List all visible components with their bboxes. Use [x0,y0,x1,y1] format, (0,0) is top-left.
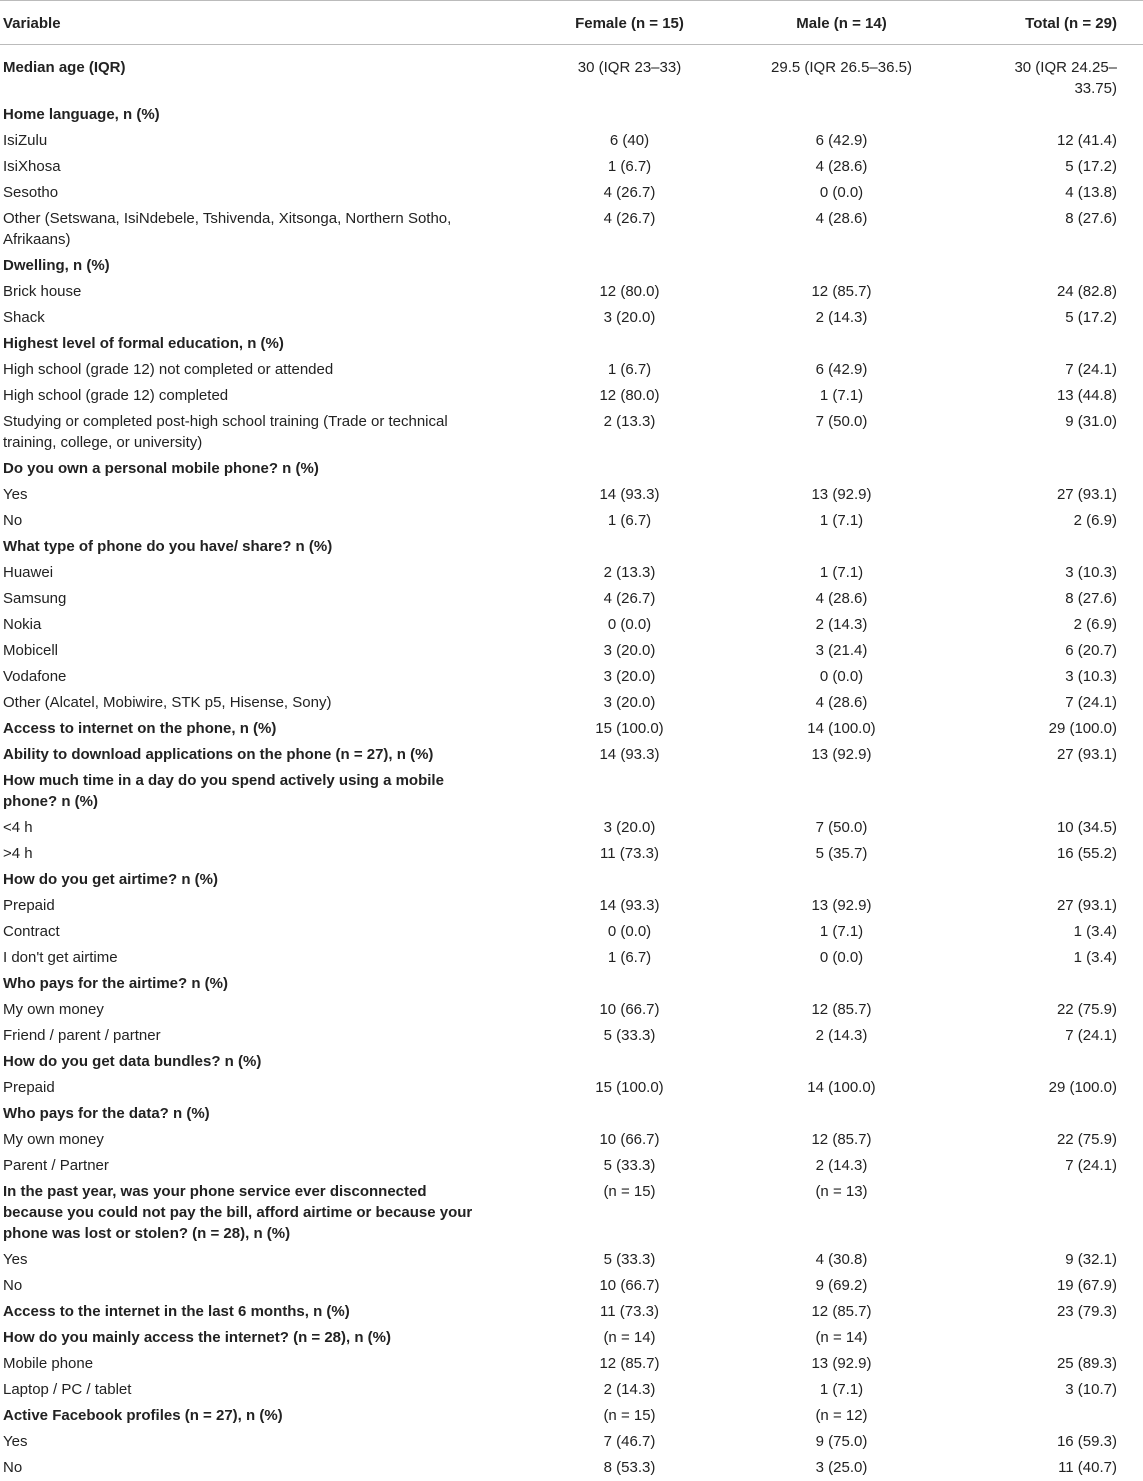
female-cell: (n = 15) [603,1183,656,1200]
table-section-row [0,253,1143,279]
table-row [0,1127,1143,1153]
total-cell: 13 (44.8) [1056,387,1117,404]
table-section-row [0,742,1143,768]
female-cell [568,102,691,128]
table-section-row [0,1403,1143,1429]
female-cell: 14 (93.3) [599,486,660,503]
table-row [0,612,1143,638]
total-cell: 9 (31.0) [1065,413,1117,430]
table-body [0,45,1143,1481]
row-label: Yes [3,1433,28,1450]
female-cell: 12 (80.0) [599,283,660,300]
total-cell: 19 (67.9) [1056,1277,1117,1294]
male-cell [691,971,992,997]
male-cell: 3 (21.4) [815,642,868,659]
table-row [0,305,1143,331]
total-cell [992,971,1143,997]
total-cell: 1 (3.4) [1073,949,1117,966]
male-cell: 2 (14.3) [815,616,868,633]
table-row [0,1075,1143,1101]
total-cell: 29 (100.0) [1048,720,1117,737]
table-row [0,279,1143,305]
row-label: Ability to download applications on the phone (n = 27), n (%) [3,746,434,763]
female-cell [568,534,691,560]
male-cell: 13 (92.9) [811,746,872,763]
female-cell: 2 (13.3) [603,413,656,430]
total-cell: 3 (10.3) [1065,564,1117,581]
row-label: I don't get airtime [3,949,118,966]
total-cell: 5 (17.2) [1065,158,1117,175]
table-row [0,206,1143,253]
female-cell: 12 (80.0) [599,387,660,404]
female-cell: 8 (53.3) [603,1459,656,1476]
male-cell [691,456,992,482]
female-cell: 1 (6.7) [607,949,652,966]
row-label: Who pays for the airtime? n (%) [3,975,229,992]
table-row [0,664,1143,690]
female-cell: 14 (93.3) [599,897,660,914]
row-label: IsiZulu [3,132,48,149]
female-cell: 10 (66.7) [599,1131,660,1148]
table-row [0,893,1143,919]
table-header-row [0,1,1143,45]
total-cell: 22 (75.9) [1056,1131,1117,1148]
female-cell: 4 (26.7) [603,590,656,607]
male-cell [691,534,992,560]
female-cell: 0 (0.0) [607,616,652,633]
row-label: Access to internet on the phone, n (%) [3,720,277,737]
row-label: >4 h [3,845,33,862]
male-cell: 2 (14.3) [815,1027,868,1044]
row-label: Yes [3,486,28,503]
row-label: Mobile phone [3,1355,94,1372]
total-cell: 7 (24.1) [1065,694,1117,711]
male-cell: (n = 14) [815,1329,868,1346]
male-cell: 7 (50.0) [815,413,868,430]
table-row [0,482,1143,508]
total-cell [992,1179,1143,1247]
male-cell [691,1049,992,1075]
total-cell: 22 (75.9) [1056,1001,1117,1018]
female-cell: 2 (14.3) [603,1381,656,1398]
table-section-row [0,1101,1143,1127]
male-cell [691,102,992,128]
table-row [0,409,1143,456]
male-cell: 2 (14.3) [815,1157,868,1174]
female-cell [568,768,691,815]
table-row [0,560,1143,586]
male-cell [691,253,992,279]
total-cell: 8 (27.6) [1065,590,1117,607]
male-cell: 0 (0.0) [819,184,864,201]
table-row [0,919,1143,945]
row-label: How do you get airtime? n (%) [3,871,219,888]
row-label: <4 h [3,819,33,836]
male-cell: 14 (100.0) [807,1079,876,1096]
female-cell [568,253,691,279]
male-cell: 1 (7.1) [819,564,864,581]
total-cell: 10 (34.5) [1056,819,1117,836]
table-row [0,154,1143,180]
column-header-total: Total (n = 29) [992,1,1143,45]
male-cell: 6 (42.9) [815,132,868,149]
total-cell: 4 (13.8) [1065,184,1117,201]
male-cell: 5 (35.7) [815,845,868,862]
table-section-row [0,971,1143,997]
table-row [0,1429,1143,1455]
total-cell: 1 (3.4) [1073,923,1117,940]
total-cell: 2 (6.9) [1073,616,1117,633]
row-label: Friend / parent / partner [3,1027,161,1044]
male-cell: 13 (92.9) [811,1355,872,1372]
table-section-row [0,102,1143,128]
table-row [0,1351,1143,1377]
table-row [0,586,1143,612]
row-label: Contract [3,923,60,940]
female-cell: 1 (6.7) [607,512,652,529]
male-cell: 4 (28.6) [815,210,868,227]
total-cell: 29 (100.0) [1048,1079,1117,1096]
male-cell: 6 (42.9) [815,361,868,378]
female-cell: 12 (85.7) [599,1355,660,1372]
male-cell: 12 (85.7) [811,1303,872,1320]
row-label: No [3,1459,23,1476]
total-cell: 5 (17.2) [1065,309,1117,326]
table-row [0,1273,1143,1299]
total-cell: 7 (24.1) [1065,361,1117,378]
table-row [0,638,1143,664]
total-cell [992,1403,1143,1429]
female-cell [568,971,691,997]
row-label: IsiXhosa [3,158,61,175]
row-label: How much time in a day do you spend actively using a mobile phone? n (%) [3,772,444,810]
female-cell: 4 (26.7) [603,210,656,227]
row-label: Mobicell [3,642,59,659]
table-row [0,357,1143,383]
female-cell [568,331,691,357]
table-section-row [0,1179,1143,1247]
female-cell: (n = 14) [603,1329,656,1346]
male-cell: 12 (85.7) [811,1001,872,1018]
table-section-row [0,716,1143,742]
total-cell [992,1049,1143,1075]
male-cell: (n = 13) [815,1183,868,1200]
table-row [0,128,1143,154]
male-cell [691,768,992,815]
total-cell [992,1101,1143,1127]
row-label: Who pays for the data? n (%) [3,1105,210,1122]
row-label: No [3,512,23,529]
female-cell: 15 (100.0) [595,1079,664,1096]
row-label: Highest level of formal education, n (%) [3,335,284,352]
male-cell: 9 (75.0) [815,1433,868,1450]
table-section-row [0,331,1143,357]
female-cell: 30 (IQR 23–33) [577,59,682,76]
row-label: Vodafone [3,668,67,685]
male-cell: 4 (28.6) [815,590,868,607]
total-cell [992,456,1143,482]
female-cell: 7 (46.7) [603,1433,656,1450]
row-label: Dwelling, n (%) [3,257,110,274]
female-cell: 3 (20.0) [603,819,656,836]
table-row [0,997,1143,1023]
row-label: Studying or completed post-high school training (Trade or technical training, college, or university) [3,413,448,451]
total-cell: 24 (82.8) [1056,283,1117,300]
total-cell: 3 (10.7) [1065,1381,1117,1398]
table-row [0,1247,1143,1273]
total-cell: 7 (24.1) [1065,1157,1117,1174]
female-cell [568,867,691,893]
row-label: How do you mainly access the internet? (n = 28), n (%) [3,1329,391,1346]
female-cell: (n = 15) [603,1407,656,1424]
male-cell: 1 (7.1) [819,1381,864,1398]
column-header-male: Male (n = 14) [691,1,992,45]
column-header-variable: Variable [0,1,568,45]
total-cell [992,253,1143,279]
total-cell: 6 (20.7) [1065,642,1117,659]
table-section-row [0,1325,1143,1351]
male-cell: 3 (25.0) [815,1459,868,1476]
female-cell: 1 (6.7) [607,361,652,378]
table-row [0,180,1143,206]
row-label: Other (Setswana, IsiNdebele, Tshivenda, Xitsonga, Northern Sotho, Afrikaans) [3,210,452,248]
row-label: No [3,1277,23,1294]
table-row [0,690,1143,716]
male-cell: 13 (92.9) [811,486,872,503]
table-section-row [0,867,1143,893]
total-cell: 16 (55.2) [1056,845,1117,862]
row-label: Nokia [3,616,42,633]
male-cell: 1 (7.1) [819,512,864,529]
row-label: What type of phone do you have/ share? n (%) [3,538,333,555]
total-cell [992,1325,1143,1351]
total-cell: 27 (93.1) [1056,486,1117,503]
row-label: Huawei [3,564,54,581]
female-cell: 0 (0.0) [607,923,652,940]
table-section-row [0,45,1143,102]
table-section-row [0,456,1143,482]
total-cell: 27 (93.1) [1056,746,1117,763]
total-cell: 7 (24.1) [1065,1027,1117,1044]
row-label: Shack [3,309,45,326]
table-row [0,841,1143,867]
female-cell: 11 (73.3) [600,1303,659,1320]
female-cell: 3 (20.0) [603,642,656,659]
female-cell: 5 (33.3) [603,1251,656,1268]
female-cell: 14 (93.3) [599,746,660,763]
female-cell: 10 (66.7) [599,1001,660,1018]
male-cell [691,1101,992,1127]
row-label: Prepaid [3,897,55,914]
male-cell: 4 (30.8) [815,1251,868,1268]
total-cell: 9 (32.1) [1065,1251,1117,1268]
total-cell: 23 (79.3) [1056,1303,1117,1320]
row-label: My own money [3,1131,104,1148]
male-cell [691,331,992,357]
male-cell: 4 (28.6) [815,158,868,175]
row-label: Active Facebook profiles (n = 27), n (%) [3,1407,283,1424]
total-cell [992,102,1143,128]
table-row [0,945,1143,971]
column-header-female: Female (n = 15) [568,1,691,45]
row-label: Access to the internet in the last 6 months, n (%) [3,1303,350,1320]
male-cell: 7 (50.0) [815,819,868,836]
table-row [0,1153,1143,1179]
female-cell [568,456,691,482]
female-cell: 5 (33.3) [603,1157,656,1174]
table-row [0,1455,1143,1481]
row-label: Other (Alcatel, Mobiwire, STK p5, Hisense, Sony) [3,694,332,711]
total-cell: 3 (10.3) [1065,668,1117,685]
total-cell: 11 (40.7) [1058,1459,1117,1476]
row-label: Yes [3,1251,28,1268]
table-row [0,1377,1143,1403]
row-label: Median age (IQR) [3,59,126,76]
row-label: Do you own a personal mobile phone? n (%) [3,460,319,477]
female-cell: 6 (40) [609,132,650,149]
female-cell [568,1101,691,1127]
row-label: Brick house [3,283,82,300]
row-label: My own money [3,1001,104,1018]
row-label: High school (grade 12) not completed or attended [3,361,334,378]
male-cell: 1 (7.1) [819,387,864,404]
female-cell: 1 (6.7) [607,158,652,175]
row-label: Parent / Partner [3,1157,109,1174]
male-cell: (n = 12) [815,1407,868,1424]
male-cell: 29.5 (IQR 26.5–36.5) [771,59,912,76]
total-cell: 25 (89.3) [1056,1355,1117,1372]
row-label: Laptop / PC / tablet [3,1381,132,1398]
total-cell [992,768,1143,815]
table-section-row [0,534,1143,560]
female-cell: 15 (100.0) [595,720,664,737]
male-cell: 13 (92.9) [811,897,872,914]
female-cell: 4 (26.7) [603,184,656,201]
male-cell: 12 (85.7) [811,283,872,300]
table-row [0,815,1143,841]
table-row [0,1023,1143,1049]
table-row [0,383,1143,409]
row-label: Prepaid [3,1079,55,1096]
female-cell: 10 (66.7) [599,1277,660,1294]
row-label: Sesotho [3,184,59,201]
female-cell: 3 (20.0) [603,668,656,685]
female-cell: 2 (13.3) [603,564,656,581]
female-cell: 3 (20.0) [603,309,656,326]
male-cell: 14 (100.0) [807,720,876,737]
female-cell [568,1049,691,1075]
male-cell: 2 (14.3) [815,309,868,326]
row-label: In the past year, was your phone service ever disconnected because you could not pay the bill, afford airtime or because your phone was lost or stolen? (n = 28), n (%) [3,1183,473,1242]
male-cell: 1 (7.1) [819,923,864,940]
female-cell: 5 (33.3) [603,1027,656,1044]
female-cell: 3 (20.0) [603,694,656,711]
table-section-row [0,1049,1143,1075]
total-cell: 8 (27.6) [1065,210,1117,227]
male-cell: 9 (69.2) [815,1277,868,1294]
total-cell: 12 (41.4) [1056,132,1117,149]
male-cell [691,867,992,893]
table-row [0,508,1143,534]
row-label: High school (grade 12) completed [3,387,229,404]
total-cell [992,534,1143,560]
row-label: How do you get data bundles? n (%) [3,1053,262,1070]
total-cell: 30 (IQR 24.25–33.75) [1014,59,1117,97]
row-label: Home language, n (%) [3,106,160,123]
male-cell: 0 (0.0) [819,668,864,685]
total-cell [992,331,1143,357]
male-cell: 4 (28.6) [815,694,868,711]
female-cell: 11 (73.3) [600,845,659,862]
row-label: Samsung [3,590,67,607]
total-cell: 16 (59.3) [1056,1433,1117,1450]
total-cell: 27 (93.1) [1056,897,1117,914]
male-cell: 12 (85.7) [811,1131,872,1148]
total-cell [992,867,1143,893]
table-section-row [0,768,1143,815]
male-cell: 0 (0.0) [819,949,864,966]
total-cell: 2 (6.9) [1073,512,1117,529]
table-section-row [0,1299,1143,1325]
